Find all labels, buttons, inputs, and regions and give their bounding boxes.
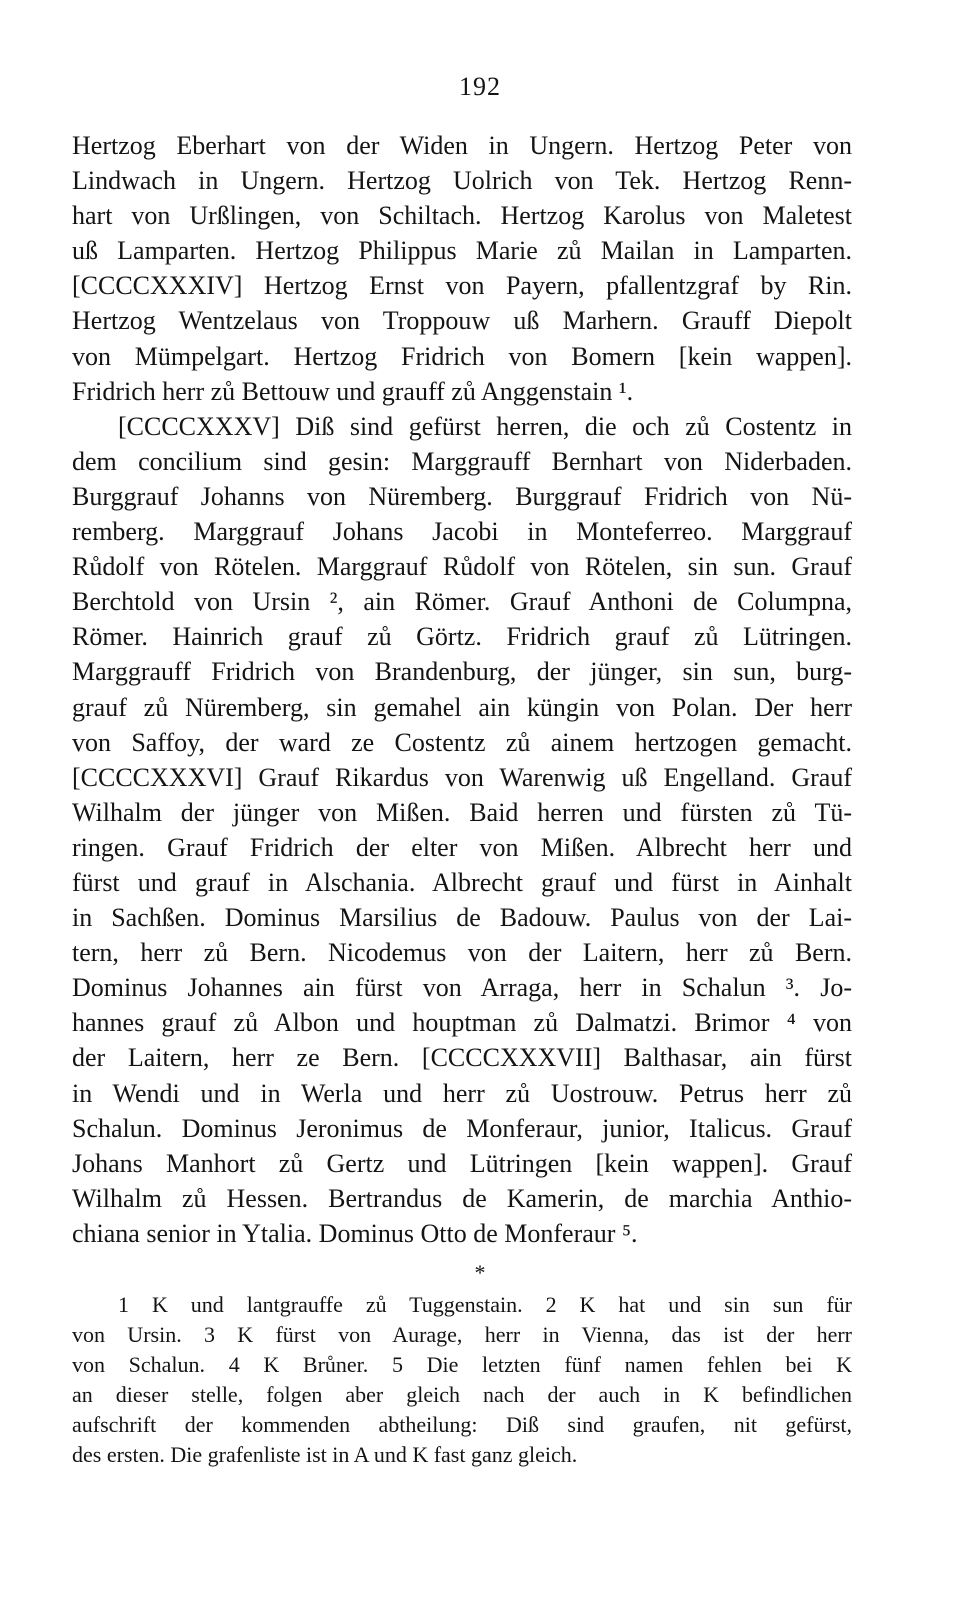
text-line: Marggrauff Fridrich von Brandenburg, der jünger, sin sun, burg- bbox=[72, 657, 852, 687]
text-line: [CCCCXXXVI] Grauf Rikardus von Warenwig uß Engelland. Grauf bbox=[72, 762, 852, 792]
footnote-line: von Ursin. 3 K fürst von Aurage, herr in Vienna, das ist der herr bbox=[72, 1322, 852, 1347]
text-line: Berchtold von Ursin ², ain Römer. Grauf Anthoni de Columpna, bbox=[72, 587, 852, 617]
main-text bbox=[72, 128, 852, 1251]
text-line: fürst und grauf in Alschania. Albrecht grauf und fürst in Ainhalt bbox=[72, 867, 852, 897]
page-number: 192 bbox=[459, 72, 501, 101]
text-line: von Saffoy, der ward ze Costentz zů ainem hertzogen gemacht. bbox=[72, 727, 852, 757]
footnote-separator: * bbox=[474, 1260, 486, 1285]
text-line: uß Lamparten. Hertzog Philippus Marie zů Mailan in Lamparten. bbox=[72, 236, 852, 266]
text-line: Johans Manhort zů Gertz und Lütringen [kein wappen]. Grauf bbox=[72, 1148, 852, 1178]
text-line: grauf zů Nüremberg, sin gemahel ain küngin von Polan. Der herr bbox=[72, 692, 852, 722]
text-line: von Mümpelgart. Hertzog Fridrich von Bomern [kein wappen]. bbox=[72, 341, 852, 371]
footnote-line: aufschrift der kommenden abtheilung: Diß sind graufen, nit gefürst, bbox=[72, 1412, 852, 1437]
text-line: Wilhalm zů Hessen. Bertrandus de Kamerin, de marchia Anthio- bbox=[72, 1183, 852, 1213]
text-line: hannes grauf zů Albon und houptman zů Dalmatzi. Brimor ⁴ von bbox=[72, 1008, 852, 1038]
text-line: [CCCCXXXV] Diß sind gefürst herren, die och zů Costentz in bbox=[118, 411, 852, 441]
text-line: dem concilium sind gesin: Marggrauff Bernhart von Niderbaden. bbox=[72, 446, 852, 476]
text-line: Lindwach in Ungern. Hertzog Uolrich von Tek. Hertzog Renn- bbox=[72, 166, 852, 196]
footnote-line: an dieser stelle, folgen aber gleich nach der auch in K befindlichen bbox=[72, 1382, 852, 1407]
text-line: Schalun. Dominus Jeronimus de Monferaur, junior, Italicus. Grauf bbox=[72, 1113, 852, 1143]
text-line: Dominus Johannes ain fürst von Arraga, herr in Schalun ³. Jo- bbox=[72, 973, 852, 1003]
text-line: tern, herr zů Bern. Nicodemus von der Laitern, herr zů Bern. bbox=[72, 938, 852, 968]
footnote-line: 1 K und lantgrauffe zů Tuggenstain. 2 K hat und sin sun für bbox=[118, 1292, 852, 1317]
text-line: Wilhalm der jünger von Mißen. Baid herren und fürsten zů Tü- bbox=[72, 797, 852, 827]
text-line: Hertzog Eberhart von der Widen in Ungern. Hertzog Peter von bbox=[72, 131, 852, 160]
text-line: Römer. Hainrich grauf zů Görtz. Fridrich grauf zů Lütringen. bbox=[72, 622, 852, 652]
text-line: in Sachßen. Dominus Marsilius de Badouw. Paulus von der Lai- bbox=[72, 903, 852, 933]
text-line: Hertzog Wentzelaus von Troppouw uß Marhern. Grauff Diepolt bbox=[72, 306, 852, 336]
text-line: hart von Urßlingen, von Schiltach. Hertzog Karolus von Maletest bbox=[72, 201, 852, 231]
footnote-line: des ersten. Die grafenliste ist in A und K fast ganz gleich. bbox=[72, 1442, 578, 1467]
text-line: in Wendi und in Werla und herr zů Uostrouw. Petrus herr zů bbox=[72, 1078, 852, 1108]
footnotes bbox=[72, 1290, 852, 1470]
text-line: ringen. Grauf Fridrich der elter von Mißen. Albrecht herr und bbox=[72, 832, 852, 862]
text-line: Růdolf von Rötelen. Marggrauf Růdolf von Rötelen, sin sun. Grauf bbox=[72, 552, 852, 582]
footnote-line: von Schalun. 4 K Brůner. 5 Die letzten fünf namen fehlen bei K bbox=[72, 1352, 852, 1377]
text-line: [CCCCXXXIV] Hertzog Ernst von Payern, pfallentzgraf by Rin. bbox=[72, 271, 852, 301]
text-line: Burggrauf Johanns von Nüremberg. Burggrauf Fridrich von Nü- bbox=[72, 481, 852, 511]
text-line: der Laitern, herr ze Bern. [CCCCXXXVII] Balthasar, ain fürst bbox=[72, 1043, 852, 1073]
text-line: remberg. Marggrauf Johans Jacobi in Monteferreo. Marggrauf bbox=[72, 517, 852, 547]
text-line: Fridrich herr zů Bettouw und grauff zů Anggenstain ¹. bbox=[72, 376, 634, 406]
text-line: chiana senior in Ytalia. Dominus Otto de Monferaur ⁵. bbox=[72, 1218, 638, 1248]
